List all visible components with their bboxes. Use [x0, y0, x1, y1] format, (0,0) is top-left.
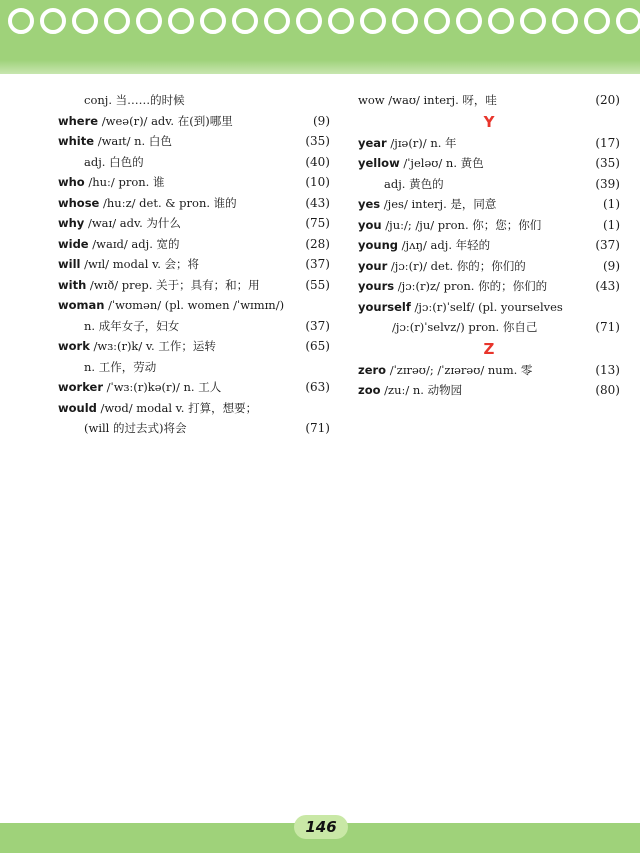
entry-definition: adj. 白色的 — [84, 154, 144, 169]
entry-definition: /wʊd/ modal v. 打算，想要； — [96, 400, 258, 415]
entry-definition: /waɪd/ adj. 宽的 — [88, 236, 180, 251]
page-reference: (71) — [595, 320, 620, 334]
headword: will — [58, 257, 81, 271]
glossary-entry — [358, 317, 620, 338]
glossary-entry — [58, 172, 330, 193]
glossary-entry — [358, 297, 620, 318]
glossary-entry — [358, 90, 620, 111]
glossary-entry — [58, 213, 330, 234]
glossary-entry — [58, 377, 330, 398]
entry-definition: /jɔː(r)ˈselvz/) pron. 你自己 — [392, 320, 538, 334]
entry-definition: /juː/; /ju/ pron. 你；您；你们 — [381, 217, 542, 232]
entry-definition: /jɪə(r)/ n. 年 — [386, 135, 457, 150]
entry-definition: /ˈwɜː(r)kə(r)/ n. 工人 — [103, 380, 222, 394]
page-reference: (39) — [595, 176, 620, 191]
ring-decoration-icon — [488, 8, 514, 34]
entry-definition: adj. 黄色的 — [384, 176, 444, 191]
glossary-entry — [58, 90, 330, 111]
page-reference: (37) — [305, 318, 330, 333]
glossary-entry — [58, 234, 330, 255]
headword: worker — [58, 380, 104, 394]
headword: why — [58, 216, 85, 230]
page-reference: (71) — [305, 421, 330, 435]
page-reference: (65) — [305, 339, 330, 353]
page-reference: (63) — [305, 380, 330, 394]
glossary-entry — [358, 235, 620, 256]
entry-definition: /weə(r)/ adv. 在(到)哪里 — [98, 113, 233, 128]
glossary-entry — [58, 193, 330, 214]
entry-definition: n. 工作，劳动 — [84, 359, 157, 374]
glossary-entry — [58, 336, 330, 357]
entry-definition: /ˈjeləʊ/ n. 黄色 — [399, 156, 484, 170]
entry-definition: /waɪt/ n. 白色 — [94, 134, 172, 148]
page-reference: (1) — [603, 217, 620, 232]
entry-definition: /jɔː(r)z/ pron. 你的；你们的 — [394, 279, 548, 293]
headword: white — [58, 134, 95, 148]
ring-decoration-icon — [264, 8, 290, 34]
glossary-right-column — [358, 90, 620, 401]
page-number: 146 — [294, 815, 348, 839]
page-reference: (40) — [305, 154, 330, 169]
page-reference: (20) — [595, 93, 620, 107]
entry-definition: conj. 当……的时候 — [84, 93, 185, 107]
ring-decoration-icon — [8, 8, 34, 34]
headword: work — [58, 339, 90, 353]
headword: woman — [58, 298, 105, 312]
entry-definition: (will 的过去式)将会 — [84, 421, 187, 435]
header-shade — [0, 60, 640, 74]
entry-definition: /ˈwʊmən/ (pl. women /ˈwɪmɪn/) — [104, 298, 285, 312]
glossary-entry — [358, 153, 620, 174]
section-letter: Z — [483, 339, 495, 358]
headword: whose — [58, 195, 100, 210]
section-letter: Y — [483, 112, 495, 131]
page-reference: (28) — [305, 236, 330, 251]
page-reference: (37) — [595, 238, 620, 252]
entry-definition: /jɔː(r)/ det. 你的；你们的 — [387, 258, 526, 273]
ring-decoration-icon — [104, 8, 130, 34]
headword: your — [358, 258, 388, 273]
page-reference: (80) — [595, 383, 620, 397]
ring-decoration-icon — [72, 8, 98, 34]
glossary-entry — [358, 276, 620, 297]
headword: where — [58, 113, 99, 128]
ring-decoration-icon — [168, 8, 194, 34]
header-band — [0, 0, 640, 74]
glossary-entry — [58, 357, 330, 378]
page-reference: (37) — [305, 257, 330, 271]
entry-definition: /ˈzɪrəʊ/; /ˈzɪərəʊ/ num. 零 — [386, 362, 533, 377]
page-reference: (75) — [305, 216, 330, 230]
glossary-entry — [58, 316, 330, 337]
page-reference: (10) — [305, 175, 330, 189]
glossary-entry — [58, 398, 330, 419]
entry-definition: /huː/ pron. 谁 — [84, 175, 165, 189]
glossary-entry — [58, 111, 330, 132]
page-reference: (55) — [305, 277, 330, 292]
entry-definition: /wɜː(r)k/ v. 工作；运转 — [89, 339, 216, 353]
ring-decoration-icon — [232, 8, 258, 34]
page-reference: (13) — [595, 362, 620, 377]
ring-decoration-icon — [552, 8, 578, 34]
headword: would — [58, 400, 97, 415]
headword: zero — [358, 362, 387, 377]
glossary-entry — [58, 131, 330, 152]
page-reference: (35) — [595, 156, 620, 170]
headword: yellow — [358, 156, 400, 170]
headword: yourself — [358, 299, 411, 314]
headword: who — [58, 175, 85, 189]
ring-decoration-icon — [584, 8, 610, 34]
headword: year — [358, 135, 387, 150]
entry-definition: /wɪð/ prep. 关于；具有；和；用 — [86, 277, 260, 292]
ring-decoration-icon — [392, 8, 418, 34]
ring-decoration-icon — [360, 8, 386, 34]
entry-definition: wow /waʊ/ interj. 呀，哇 — [358, 93, 497, 107]
page-reference: (17) — [595, 135, 620, 150]
ring-decoration-icon — [200, 8, 226, 34]
glossary-entry — [358, 360, 620, 381]
glossary-left-column — [58, 90, 330, 439]
entry-definition: /jʌŋ/ adj. 年轻的 — [398, 238, 491, 252]
page-reference: (9) — [313, 113, 330, 128]
entry-definition: /zuː/ n. 动物园 — [380, 383, 463, 397]
entry-definition: n. 成年女子，妇女 — [84, 318, 180, 333]
entry-definition: /huːz/ det. & pron. 谁的 — [99, 195, 237, 210]
header-circle-pattern — [8, 8, 640, 42]
ring-decoration-icon — [616, 8, 640, 34]
glossary-entry — [58, 418, 330, 439]
glossary-entry — [358, 215, 620, 236]
glossary-entry — [358, 133, 620, 154]
headword: wide — [58, 236, 89, 251]
glossary-entry — [358, 174, 620, 195]
headword: yours — [358, 279, 395, 293]
headword: with — [58, 277, 87, 292]
entry-definition: /wɪl/ modal v. 会；将 — [80, 257, 200, 271]
entry-definition: /waɪ/ adv. 为什么 — [84, 216, 181, 230]
page-reference: (9) — [603, 258, 620, 273]
glossary-entry — [358, 194, 620, 215]
glossary-entry — [358, 380, 620, 401]
ring-decoration-icon — [328, 8, 354, 34]
ring-decoration-icon — [456, 8, 482, 34]
ring-decoration-icon — [296, 8, 322, 34]
page-reference: (43) — [595, 279, 620, 293]
glossary-entry — [58, 152, 330, 173]
page-reference: (1) — [603, 197, 620, 211]
glossary-entry — [58, 254, 330, 275]
headword: zoo — [358, 383, 381, 397]
glossary-entry — [358, 256, 620, 277]
ring-decoration-icon — [136, 8, 162, 34]
glossary-entry — [58, 295, 330, 316]
page-reference: (43) — [305, 195, 330, 210]
ring-decoration-icon — [424, 8, 450, 34]
glossary-entry — [58, 275, 330, 296]
entry-definition: /jɔː(r)ˈself/ (pl. yourselves — [410, 299, 563, 314]
headword: you — [358, 217, 382, 232]
ring-decoration-icon — [520, 8, 546, 34]
ring-decoration-icon — [40, 8, 66, 34]
page-reference: (35) — [305, 134, 330, 148]
headword: young — [358, 238, 399, 252]
entry-definition: /jes/ interj. 是，同意 — [380, 197, 497, 211]
headword: yes — [358, 197, 381, 211]
